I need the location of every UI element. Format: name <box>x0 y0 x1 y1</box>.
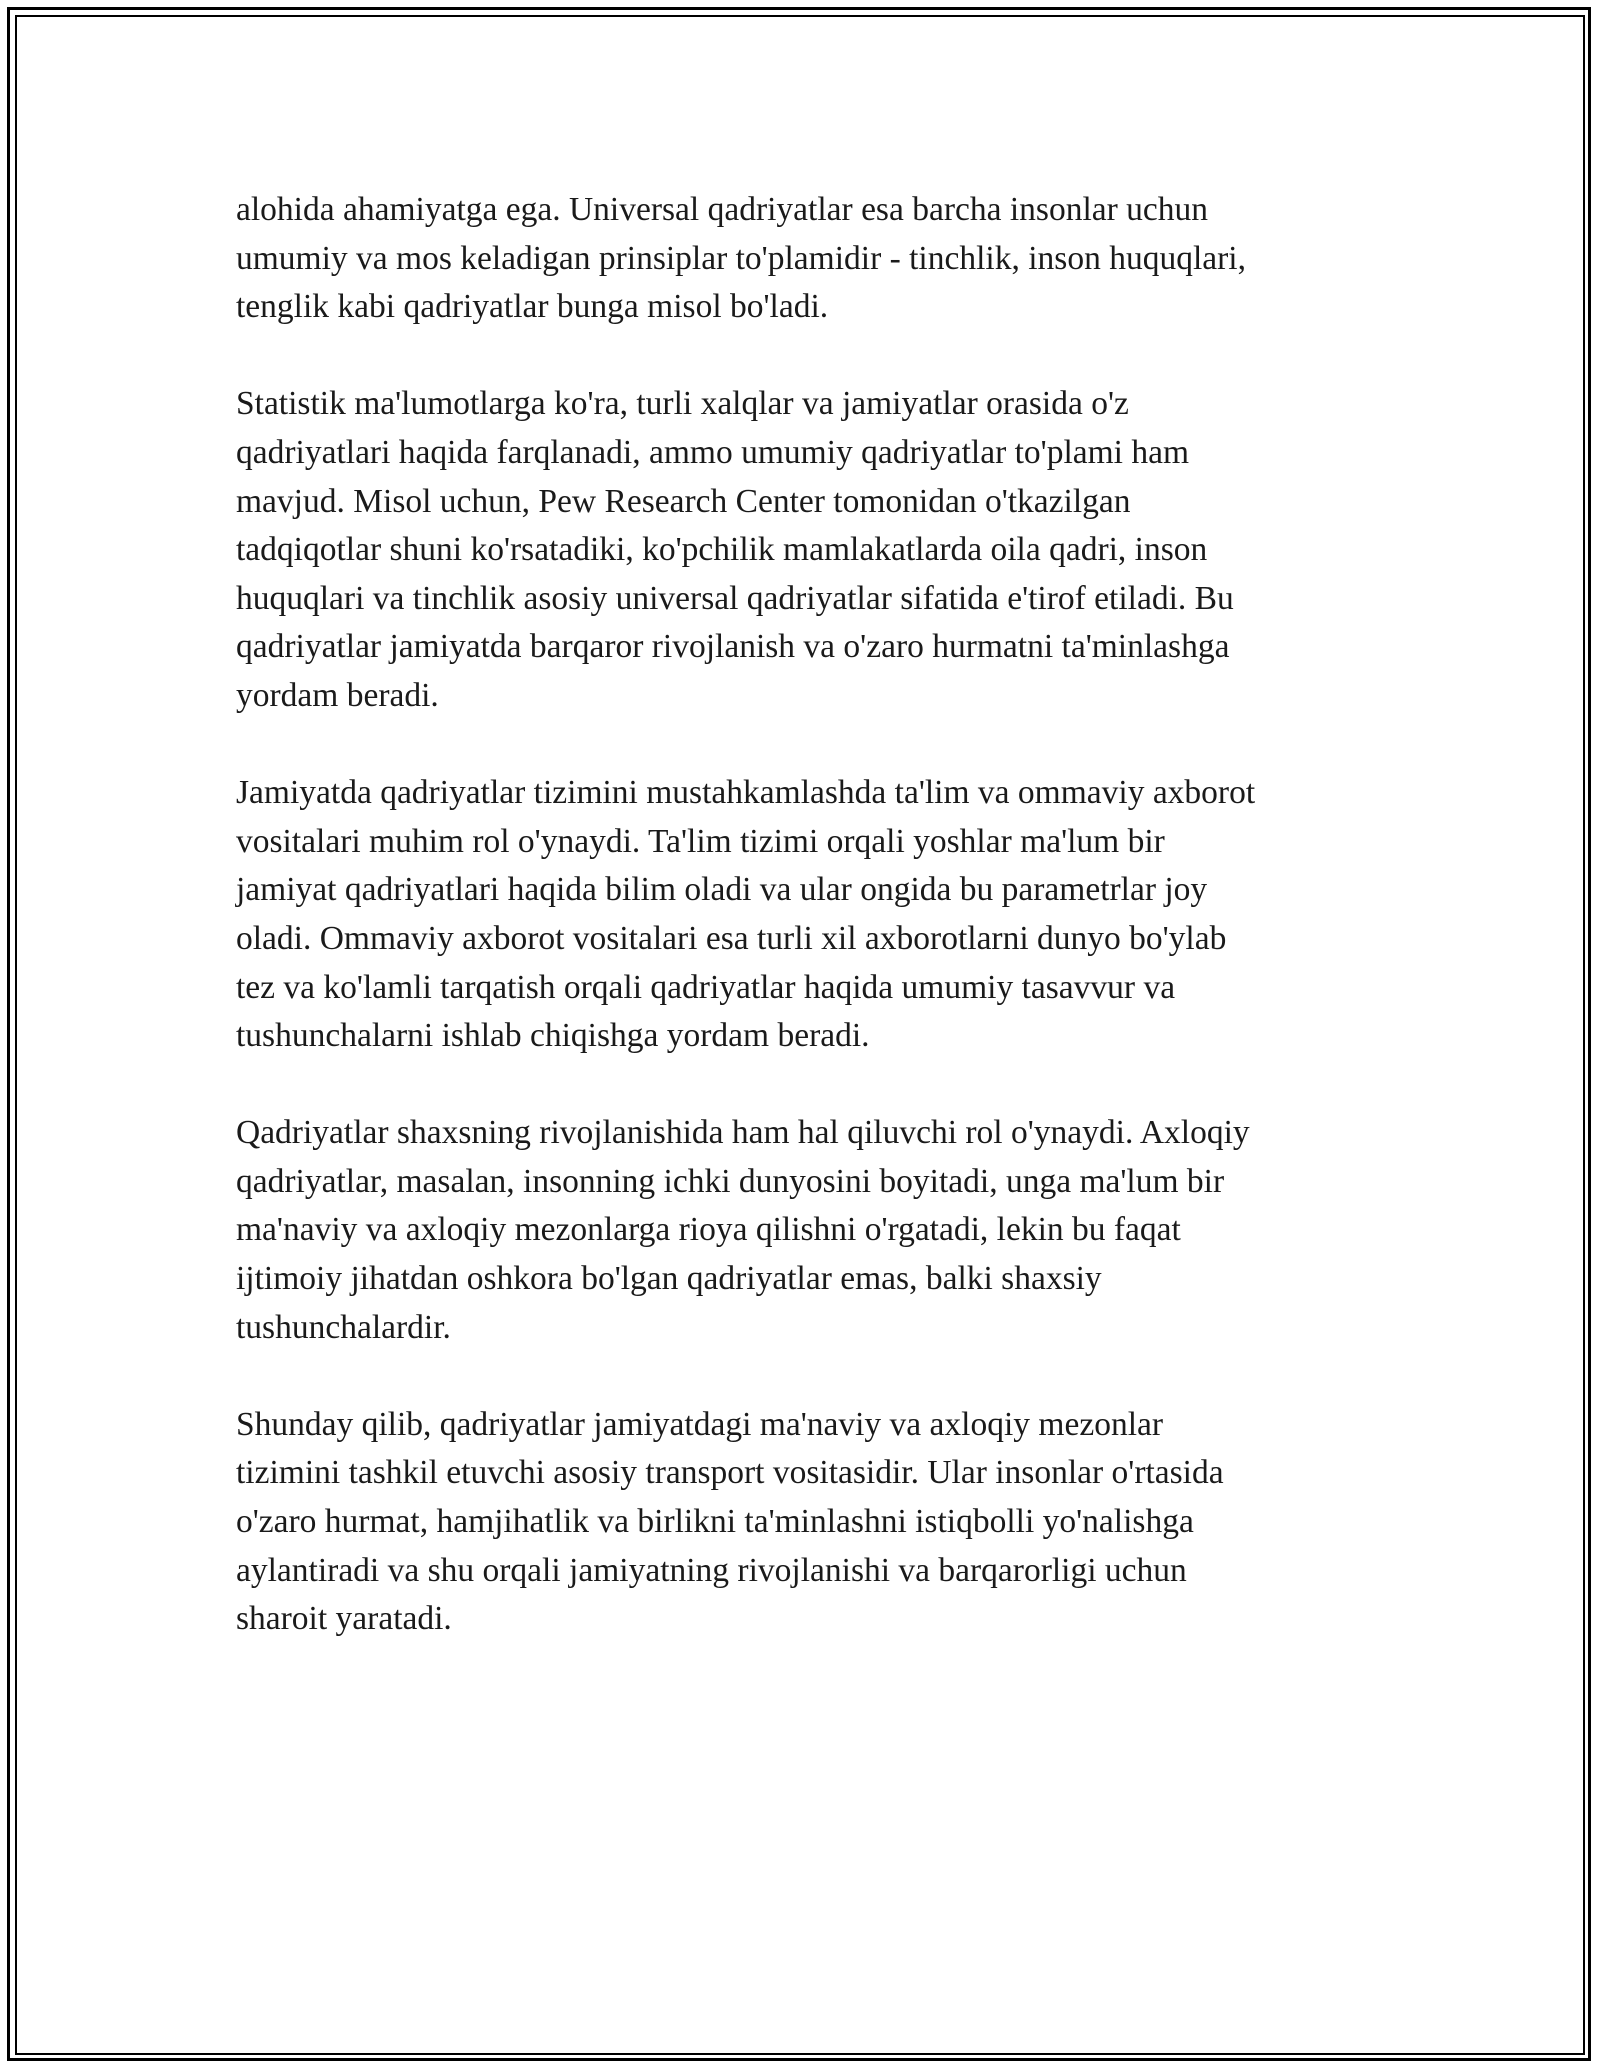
paragraph-3: Jamiyatda qadriyatlar tizimini mustahkamlashda ta'lim va ommaviy axborot vositalari muhim rol o'ynaydi. Ta'lim tizimi orqali yoshlar ma'lum bir jamiyat qadriyatlari haqida bilim oladi va ular ongida bu parametrlar joy oladi. Ommaviy axborot vositalari esa turli xil axborotlarni dunyo bo'ylab tez va ko'lamli tarqatish orqali qadriyatlar haqida umumiy tasavvur va tushunchalarni ishlab chiqishga yordam beradi. <box>236 774 1256 1055</box>
paragraph-5: Shunday qilib, qadriyatlar jamiyatdagi ma'naviy va axloqiy mezonlar tizimini tashkil etuvchi asosiy transport vositasidir. Ular insonlar o'rtasida o'zaro hurmat, hamjihatlik va birlikni ta'minlashni istiqbolli yo'nalishga aylantiradi va shu orqali jamiyatning rivojlanishi va barqarorligi uchun sharoit yaratadi. <box>236 1405 1224 1638</box>
document-body <box>236 186 1366 1692</box>
paragraph-2: Statistik ma'lumotlarga ko'ra, turli xalqlar va jamiyatlar orasida o'z qadriyatlari haqida farqlanadi, ammo umumiy qadriyatlar to'plami ham mavjud. Misol uchun, Pew Research Center tomonidan o'tkazilgan tadqiqotlar shuni ko'rsatadiki, ko'pchilik mamlakatlarda oila qadri, inson huquqlari va tinchlik asosiy universal qadriyatlar sifatida e'tirof etiladi. Bu qadriyatlar jamiyatda barqaror rivojlanish va o'zaro hurmatni ta'minlashga yordam beradi. <box>236 385 1234 714</box>
paragraph-1: alohida ahamiyatga ega. Universal qadriyatlar esa barcha insonlar uchun umumiy va mos keladigan prinsiplar to'plamidir - tinchlik, inson huquqlari, tenglik kabi qadriyatlar bunga misol bo'ladi. <box>236 191 1246 326</box>
paragraph-4: Qadriyatlar shaxsning rivojlanishida ham hal qiluvchi rol o'ynaydi. Axloqiy qadriyatlar, masalan, insonning ichki dunyosini boyitadi, unga ma'lum bir ma'naviy va axloqiy mezonlarga rioya qilishni o'rgatadi, lekin bu faqat ijtimoiy jihatdan oshkora bo'lgan qadriyatlar emas, balki shaxsiy tushunchalardir. <box>236 1114 1250 1346</box>
